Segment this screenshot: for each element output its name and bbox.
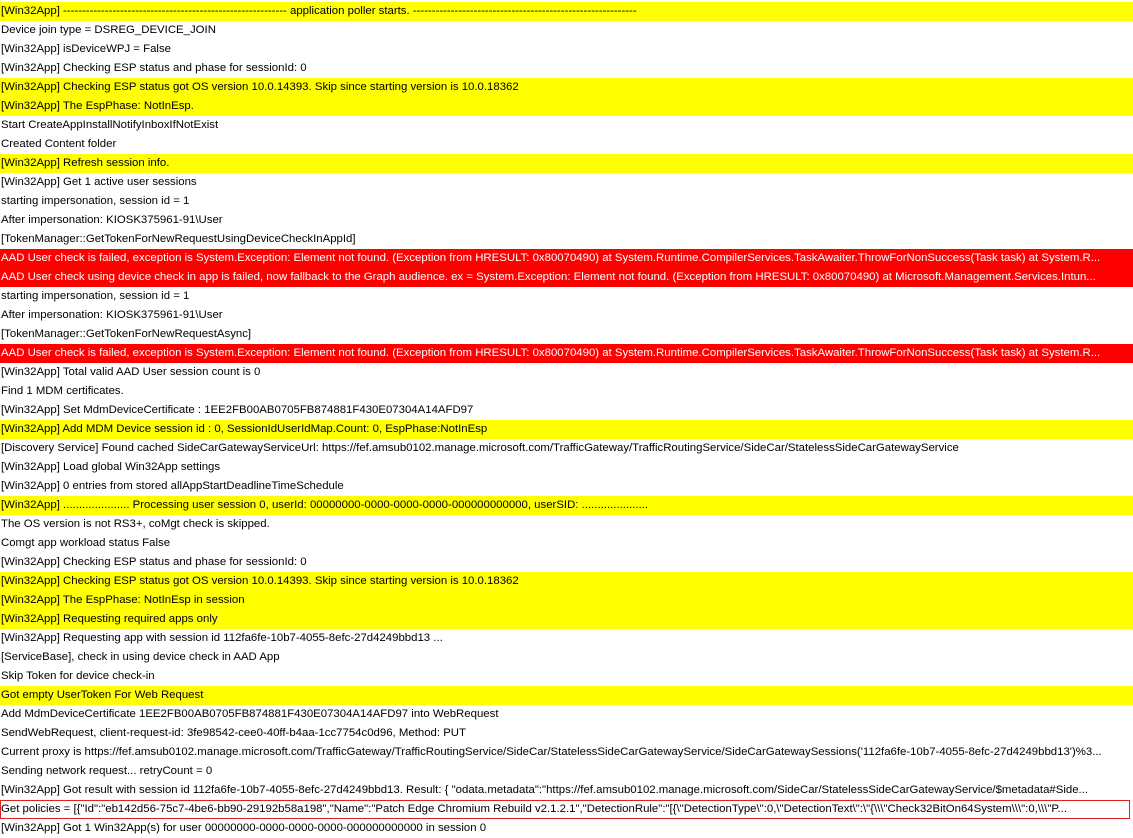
log-line[interactable]: starting impersonation, session id = 1 (1, 290, 190, 302)
log-line[interactable]: [Win32App] The EspPhase: NotInEsp. (0, 97, 1133, 116)
log-line[interactable]: [Win32App] Got result with session id 112fa6fe-10b7-4055-8efc-27d4249bbd13. Result: { "odata.metadata":"https://fef.amsub0102.manage.microsoft.com/SideCar/StatelessSideCarGatewayService/$metadata#Side... (1, 784, 1089, 796)
log-line[interactable]: [Win32App] ----------------------------------------------------------- application poller starts. ----------------------------------------------------------- (0, 2, 1133, 21)
log-line[interactable]: [Win32App] isDeviceWPJ = False (1, 43, 171, 55)
log-line[interactable]: Sending network request... retryCount = 0 (1, 765, 213, 777)
log-line[interactable]: [Win32App] The EspPhase: NotInEsp in session (0, 591, 1133, 610)
log-line[interactable]: AAD User check using device check in app is failed, now fallback to the Graph audience. ex = System.Exception: Element not found. (Exception from HRESULT: 0x80070490) at Microsoft.Management.Services.Intun... (0, 268, 1133, 287)
log-line[interactable]: [Win32App] Checking ESP status got OS version 10.0.14393. Skip since starting version is 10.0.18362 (0, 78, 1133, 97)
log-line[interactable]: Comgt app workload status False (1, 537, 171, 549)
log-line[interactable]: [Win32App] Set MdmDeviceCertificate : 1EE2FB00AB0705FB874881F430E07304A14AFD97 (1, 404, 474, 416)
log-viewer[interactable] (0, 2, 1133, 838)
log-line[interactable]: [Win32App] Load global Win32App settings (1, 461, 221, 473)
log-line[interactable]: starting impersonation, session id = 1 (1, 195, 190, 207)
log-line[interactable]: [Win32App] Got 1 Win32App(s) for user 00000000-0000-0000-0000-000000000000 in session 0 (1, 822, 487, 834)
log-line[interactable]: [Win32App] Requesting required apps only (0, 610, 1133, 629)
log-line[interactable]: [Win32App] Checking ESP status and phase for sessionId: 0 (1, 556, 307, 568)
log-line[interactable]: [Win32App] Checking ESP status got OS version 10.0.14393. Skip since starting version is 10.0.18362 (0, 572, 1133, 591)
log-line[interactable]: Created Content folder (1, 138, 117, 150)
log-line[interactable]: [Win32App] Total valid AAD User session count is 0 (1, 366, 261, 378)
log-line[interactable]: After impersonation: KIOSK375961-91\User (1, 309, 223, 321)
log-line[interactable]: [Win32App] Requesting app with session id 112fa6fe-10b7-4055-8efc-27d4249bbd13 ... (1, 632, 443, 644)
log-line[interactable]: Device join type = DSREG_DEVICE_JOIN (1, 24, 216, 36)
log-line[interactable]: Add MdmDeviceCertificate 1EE2FB00AB0705FB874881F430E07304A14AFD97 into WebRequest (1, 708, 499, 720)
log-line[interactable]: AAD User check is failed, exception is System.Exception: Element not found. (Exception from HRESULT: 0x80070490) at System.Runtime.CompilerServices.TaskAwaiter.ThrowForNonSuccess(Task task) at System.R... (0, 249, 1133, 268)
log-line[interactable]: Current proxy is https://fef.amsub0102.manage.microsoft.com/TrafficGateway/TrafficRoutingService/SideCar/StatelessSideCarGatewayService/SideCarGatewaySessions('112fa6fe-10b7-4055-8efc-27d4249bbd13')%3... (1, 746, 1102, 758)
log-line[interactable]: [Win32App] Get 1 active user sessions (1, 176, 197, 188)
log-line-selected[interactable]: Get policies = [{"Id":"eb142d56-75c7-4be6-bb90-29192b58a198","Name":"Patch Edge Chromium Rebuild v2.1.2.1","DetectionRule":"[{\"DetectionType\":0,\"DetectionText\":\"{\\\"Check32BitOn64System\\\":0,\\\"P... (0, 800, 1130, 819)
log-line[interactable]: Find 1 MDM certificates. (1, 385, 124, 397)
log-line[interactable]: [Win32App] Add MDM Device session id : 0, SessionIdUserIdMap.Count: 0, EspPhase:NotInEsp (0, 420, 1133, 439)
log-line[interactable]: [Win32App] ..................... Processing user session 0, userId: 00000000-0000-0000-0000-000000000000, userSID: ..................... (0, 496, 1133, 515)
log-line[interactable]: Skip Token for device check-in (1, 670, 155, 682)
log-line[interactable]: [Discovery Service] Found cached SideCarGatewayServiceUrl: https://fef.amsub0102.manage.microsoft.com/TrafficGateway/TrafficRoutingService/SideCar/StatelessSideCarGatewayService (1, 442, 959, 454)
log-line[interactable]: [Win32App] Checking ESP status and phase for sessionId: 0 (1, 62, 307, 74)
log-line[interactable]: SendWebRequest, client-request-id: 3fe98542-cee0-40ff-b4aa-1cc7754c0d96, Method: PUT (1, 727, 466, 739)
log-line[interactable]: [TokenManager::GetTokenForNewRequestAsync] (1, 328, 252, 340)
log-line[interactable]: [TokenManager::GetTokenForNewRequestUsingDeviceCheckInAppId] (1, 233, 356, 245)
log-line[interactable]: Got empty UserToken For Web Request (0, 686, 1133, 705)
log-line[interactable]: After impersonation: KIOSK375961-91\User (1, 214, 223, 226)
log-line[interactable]: AAD User check is failed, exception is System.Exception: Element not found. (Exception from HRESULT: 0x80070490) at System.Runtime.CompilerServices.TaskAwaiter.ThrowForNonSuccess(Task task) at System.R... (0, 344, 1133, 363)
log-line[interactable]: [Win32App] 0 entries from stored allAppStartDeadlineTimeSchedule (1, 480, 344, 492)
log-line[interactable]: The OS version is not RS3+, coMgt check is skipped. (1, 518, 270, 530)
log-line[interactable]: [Win32App] Refresh session info. (0, 154, 1133, 173)
log-line[interactable]: Start CreateAppInstallNotifyInboxIfNotExist (1, 119, 219, 131)
log-line[interactable]: [ServiceBase], check in using device check in AAD App (1, 651, 280, 663)
